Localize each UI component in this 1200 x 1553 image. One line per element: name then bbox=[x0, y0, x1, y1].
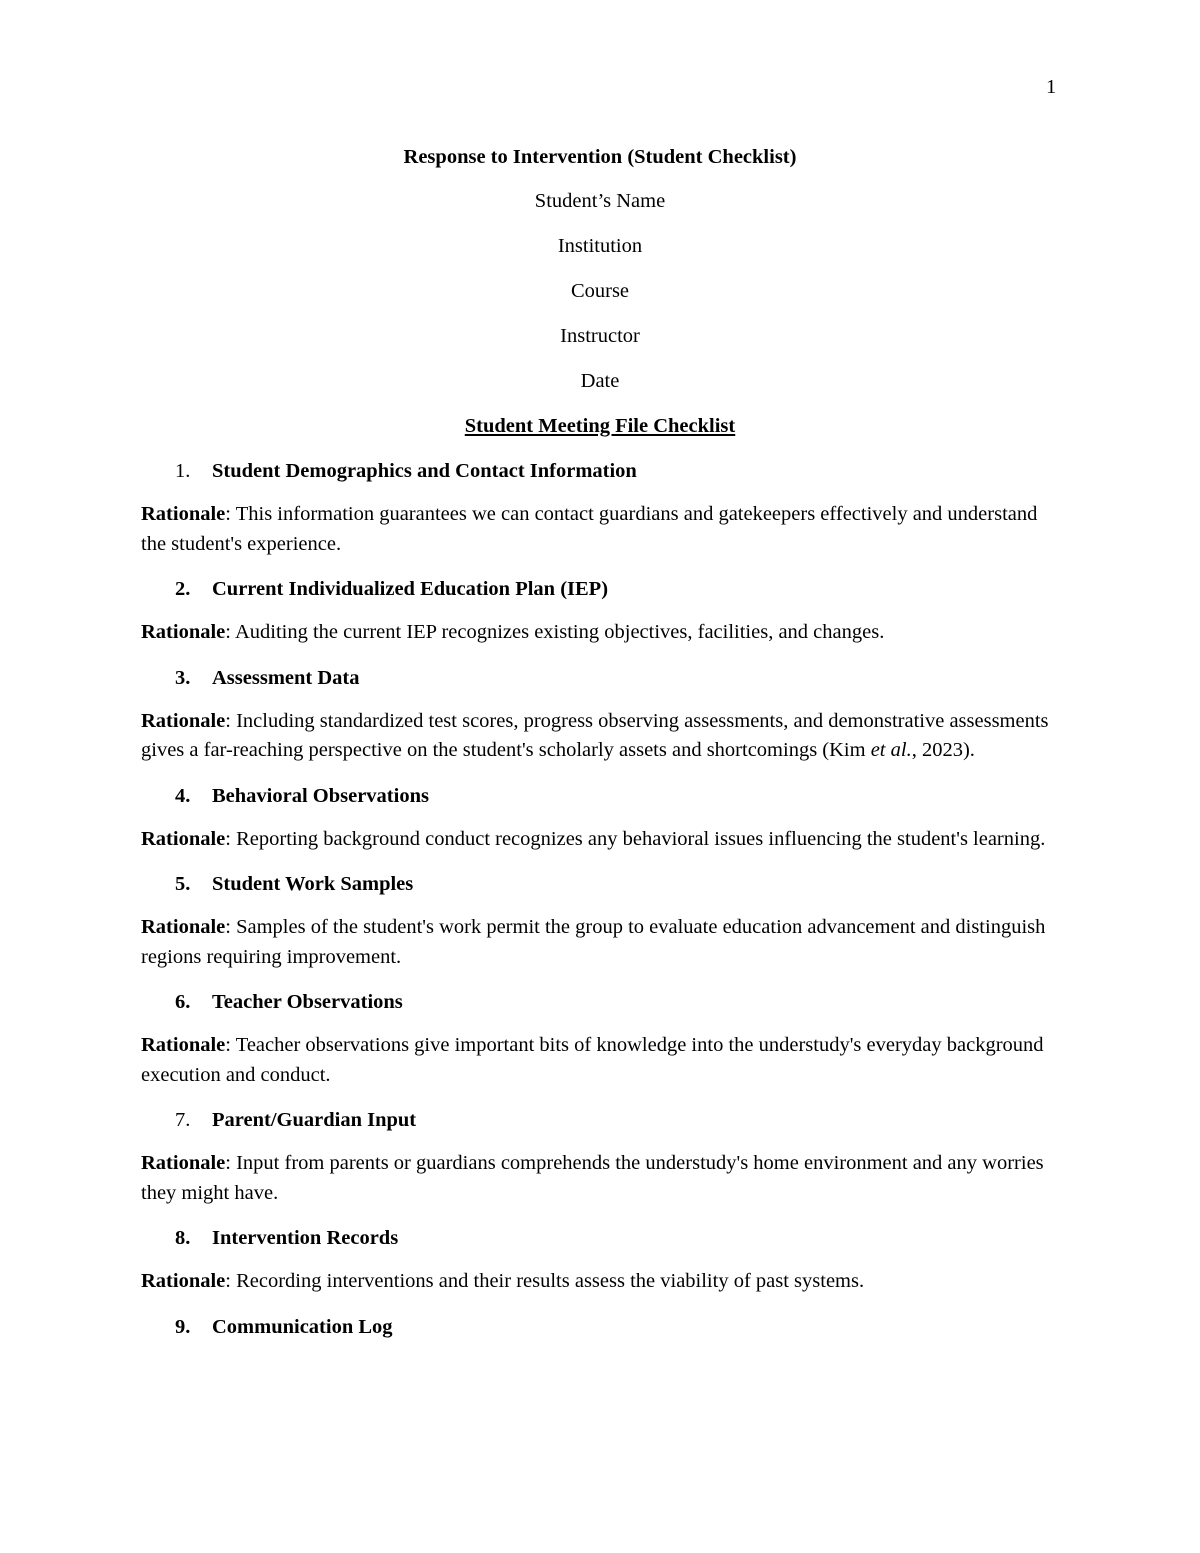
item-rationale bbox=[141, 500, 1061, 559]
item-heading-text: Intervention Records bbox=[212, 1227, 399, 1249]
checklist-item-heading bbox=[175, 1105, 1061, 1135]
item-heading-text: Teacher Observations bbox=[212, 991, 403, 1013]
item-heading-text: Parent/Guardian Input bbox=[212, 1109, 417, 1131]
item-rationale bbox=[141, 913, 1061, 972]
checklist-item-heading bbox=[175, 1312, 1061, 1342]
rationale-citation-italic: et al. bbox=[870, 739, 912, 761]
item-heading-text: Assessment Data bbox=[212, 666, 360, 689]
checklist-item-heading bbox=[175, 987, 1061, 1017]
item-number: 4. bbox=[175, 784, 191, 807]
date-line: Date bbox=[580, 370, 620, 392]
rationale-label: Rationale bbox=[141, 1270, 226, 1292]
item-heading-text: Student Demographics and Contact Information bbox=[212, 460, 637, 482]
item-number: 3. bbox=[175, 666, 191, 689]
item-heading-text: Current Individualized Education Plan (IEP) bbox=[212, 578, 609, 600]
checklist-item-heading bbox=[175, 1223, 1061, 1253]
rationale-text: : This information guarantees we can contact guardians and gatekeepers effectively and understand the student's experience. bbox=[141, 503, 1038, 555]
student-name-line: Student’s Name bbox=[534, 190, 666, 212]
rationale-text: : Including standardized test scores, progress observing assessments, and demonstrative assessments gives a far-reaching perspective on the student's scholarly assets and shortcomings (Kim bbox=[141, 709, 1049, 761]
checklist-item-heading bbox=[175, 456, 1061, 486]
rationale-label: Rationale bbox=[141, 916, 226, 938]
rationale-text: : Samples of the student's work permit the group to evaluate education advancement and distinguish regions requiring improvement. bbox=[141, 916, 1046, 968]
document-title: Response to Intervention (Student Checklist) bbox=[403, 146, 797, 168]
rationale-text: : Recording interventions and their results assess the viability of past systems. bbox=[225, 1270, 865, 1292]
rationale-label: Rationale bbox=[141, 1034, 226, 1056]
institution-line: Institution bbox=[557, 235, 643, 257]
instructor-line: Instructor bbox=[560, 325, 640, 347]
checklist-item-heading bbox=[175, 663, 1061, 693]
item-rationale bbox=[141, 707, 1061, 766]
rationale-text: : Auditing the current IEP recognizes existing objectives, facilities, and changes. bbox=[225, 621, 885, 643]
item-number: 2. bbox=[175, 578, 191, 600]
rationale-label: Rationale bbox=[141, 827, 226, 850]
item-rationale bbox=[141, 1267, 1061, 1297]
section-heading: Student Meeting File Checklist bbox=[464, 415, 736, 437]
rationale-label: Rationale bbox=[141, 709, 226, 732]
item-number: 9. bbox=[175, 1315, 191, 1338]
course-line: Course bbox=[570, 280, 630, 302]
rationale-text-end: , 2023). bbox=[911, 739, 975, 761]
item-rationale bbox=[141, 618, 1061, 648]
checklist-item-heading bbox=[175, 781, 1061, 811]
rationale-text: : Reporting background conduct recognizes any behavioral issues influencing the student's learning. bbox=[225, 827, 1046, 850]
checklist bbox=[141, 456, 1061, 1356]
item-heading-text: Student Work Samples bbox=[212, 873, 414, 895]
item-heading-text: Communication Log bbox=[212, 1315, 393, 1338]
item-number: 7. bbox=[175, 1109, 191, 1131]
rationale-text: : Teacher observations give important bits of knowledge into the understudy's everyday background execution and conduct. bbox=[141, 1034, 1044, 1086]
rationale-label: Rationale bbox=[141, 621, 226, 643]
item-number: 1. bbox=[175, 460, 191, 482]
item-number: 6. bbox=[175, 991, 191, 1013]
rationale-label: Rationale bbox=[141, 503, 226, 525]
item-heading-text: Behavioral Observations bbox=[212, 784, 429, 807]
rationale-label: Rationale bbox=[141, 1152, 226, 1174]
page-number: 1 bbox=[1046, 76, 1057, 98]
item-number: 8. bbox=[175, 1227, 191, 1249]
checklist-item-heading bbox=[175, 574, 1061, 604]
item-rationale bbox=[141, 1149, 1061, 1208]
item-rationale bbox=[141, 825, 1061, 855]
item-number: 5. bbox=[175, 873, 191, 895]
item-rationale bbox=[141, 1031, 1061, 1090]
rationale-text: : Input from parents or guardians comprehends the understudy's home environment and any worries they might have. bbox=[141, 1152, 1044, 1204]
checklist-item-heading bbox=[175, 869, 1061, 899]
